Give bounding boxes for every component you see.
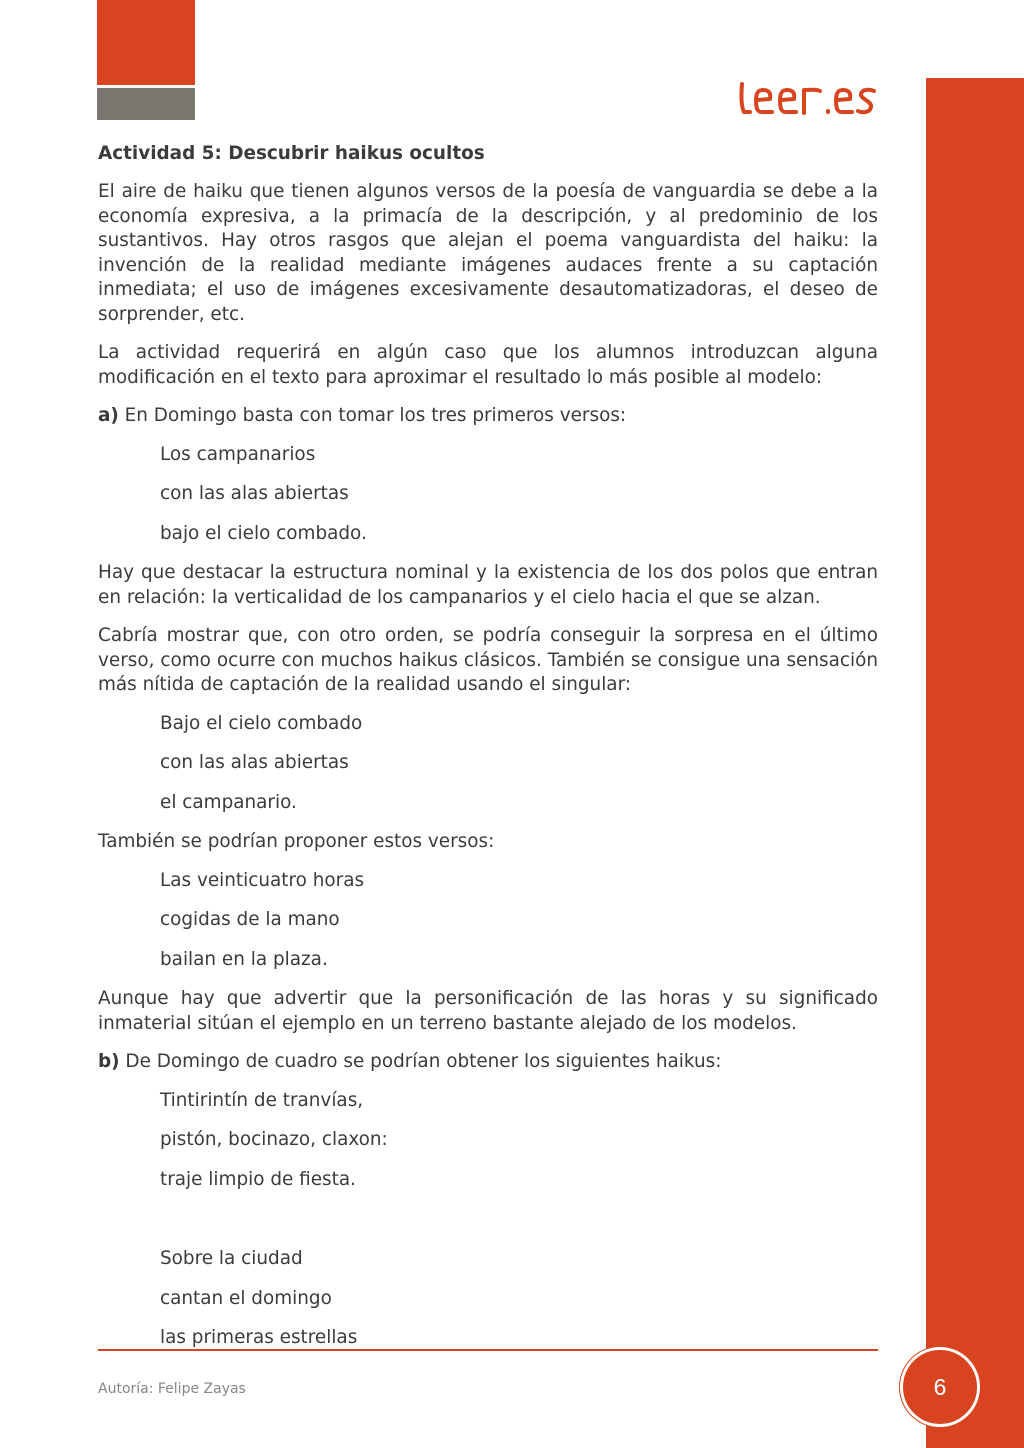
paragraph-propose: También se podrían proponer estos versos: (98, 831, 495, 852)
verse-line: con las alas abiertas (160, 752, 349, 773)
verse-line: pistón, bocinazo, claxon: (160, 1129, 388, 1150)
page-content (98, 142, 878, 1366)
verse-line: cantan el domingo (160, 1287, 332, 1309)
verse-line: Las veinticuatro horas (160, 869, 365, 891)
paragraph-intro: El aire de haiku que tienen algunos versos de la poesía de vanguardia se debe a la economía expresiva, a la primacía de la descripción, y al predominio de los sustantivos. Hay otros rasgos que alejan el poema vanguardista del haiku: la invención de la realidad mediante imágenes audaces frente a su captación inmediata; el uso de imágenes excesivamente desautomatizadoras, el deseo de sorprender, etc. (98, 181, 878, 325)
header-gray-block (97, 88, 195, 120)
verse-line: Bajo el cielo combado (160, 712, 363, 734)
page-title: Actividad 5: Descubrir haikus ocultos (98, 143, 485, 164)
verse-line: Tintirintín de tranvías, (160, 1089, 364, 1111)
footer-divider (98, 1349, 878, 1351)
header-orange-block (97, 0, 195, 85)
paragraph-a-text: En Domingo basta con tomar los tres primeros versos: (118, 405, 627, 426)
label-a: a) (98, 405, 119, 426)
paragraph-warning: Aunque hay que advertir que la personificación de las horas y su significado inmaterial sitúan el ejemplo en un terreno bastante alejado de los modelos. (98, 988, 878, 1034)
verse-line: Sobre la ciudad (160, 1248, 303, 1269)
page-number-badge: 6 (900, 1347, 980, 1427)
verse-line: cogidas de la mano (160, 909, 340, 930)
footer-author: Autoría: Felipe Zayas (98, 1381, 246, 1397)
leer-es-logo-graphic (738, 66, 878, 122)
leer-es-logo (738, 66, 878, 122)
paragraph-structure: Hay que destacar la estructura nominal y la existencia de los dos polos que entran en relación: la verticalidad de los campanarios y el cielo hacia el que se alzan. (98, 562, 878, 608)
paragraph-a (98, 404, 878, 429)
paragraph-b (98, 1050, 878, 1075)
label-b: b) (98, 1051, 120, 1072)
verse-line: traje limpio de fiesta. (160, 1168, 356, 1190)
paragraph-activity: La actividad requerirá en algún caso que los alumnos introduzcan alguna modificación en el texto para aproximar el resultado lo más posible al modelo: (98, 342, 878, 388)
verse-line: las primeras estrellas (160, 1327, 358, 1348)
verse-line: el campanario. (160, 791, 297, 813)
verse-line: Los campanarios (160, 443, 316, 465)
verse-line: bajo el cielo combado. (160, 522, 367, 544)
paragraph-b-text: De Domingo de cuadro se podrían obtener los siguientes haikus: (119, 1051, 722, 1072)
right-side-bar (926, 78, 1024, 1448)
paragraph-surprise: Cabría mostrar que, con otro orden, se podría conseguir la sorpresa en el último verso, como ocurre con muchos haikus clásicos. También se consigue una sensación más nítida de captación de la realidad usando el singular: (98, 625, 878, 695)
verse-line: bailan en la plaza. (160, 948, 328, 970)
verse-line: con las alas abiertas (160, 483, 349, 504)
